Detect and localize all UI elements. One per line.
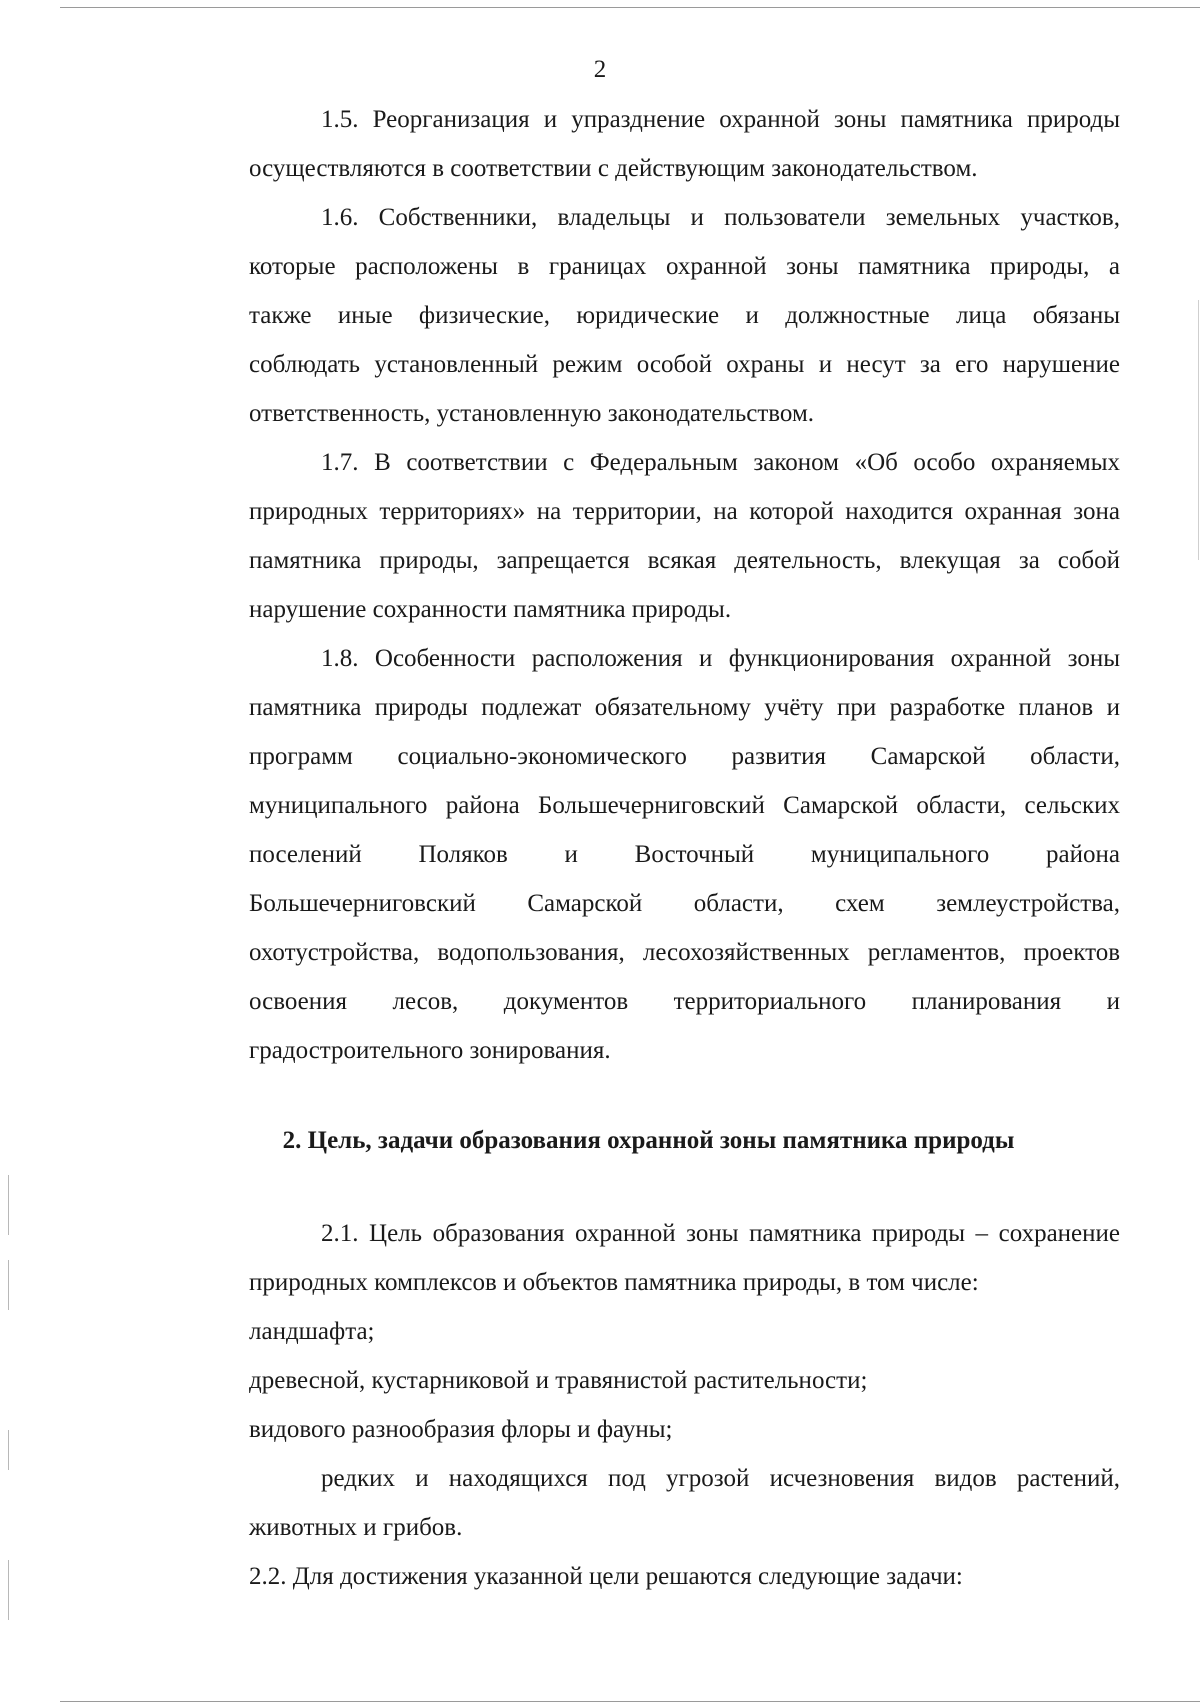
scan-edge-right (1198, 300, 1199, 560)
text-line: охотустройства, водопользования, лесохозяйственных регламентов, проектов (249, 939, 1120, 966)
scan-speck (8, 1175, 9, 1235)
text-line: 1.6. Собственники, владельцы и пользователи земельных участков, (321, 204, 1120, 231)
text-line: поселений Поляков и Восточный муниципального района (249, 841, 1120, 868)
text-line: 1.5. Реорганизация и упразднение охранной зоны памятника природы (321, 106, 1120, 133)
paragraph-rare-species (177, 1454, 1120, 1552)
paragraph-1-6 (177, 193, 1120, 438)
paragraph-2-2: 2.2. Для достижения указанной цели решаются следующие задачи: (249, 1563, 963, 1590)
text-line: природных территориях» на территории, на которой находится охранная зона (249, 498, 1120, 525)
text-line: программ социально-экономического развития Самарской области, (249, 743, 1120, 770)
scan-edge-top (60, 7, 1200, 8)
page-number: 2 (593, 56, 607, 83)
scan-edge-bottom (60, 1701, 1200, 1702)
text-line: памятника природы, запрещается всякая деятельность, влекущая за собой (249, 547, 1120, 574)
list-item: ландшафта; (249, 1318, 375, 1345)
scan-speck (8, 1260, 9, 1310)
list-item: древесной, кустарниковой и травянистой растительности; (249, 1367, 868, 1394)
text-line: осуществляются в соответствии с действующим законодательством. (249, 155, 978, 182)
paragraph-1-5 (177, 95, 1120, 193)
text-line: Большечерниговский Самарской области, схем землеустройства, (249, 890, 1120, 917)
text-line: соблюдать установленный режим особой охраны и несут за его нарушение (249, 351, 1120, 378)
scan-speck (8, 1430, 9, 1470)
text-line: 1.8. Особенности расположения и функционирования охранной зоны (321, 645, 1120, 672)
text-line: нарушение сохранности памятника природы. (249, 596, 732, 623)
text-line: животных и грибов. (249, 1514, 463, 1541)
text-line: градостроительного зонирования. (249, 1037, 611, 1064)
text-line: редких и находящихся под угрозой исчезновения видов растений, (321, 1465, 1120, 1492)
section-heading: 2. Цель, задачи образования охранной зоны памятника природы (282, 1127, 1015, 1154)
document-body (177, 95, 1120, 1601)
text-line: ответственность, установленную законодательством. (249, 400, 815, 427)
paragraph-1-8 (177, 634, 1120, 1075)
text-line: природных комплексов и объектов памятника природы, в том числе: (249, 1269, 979, 1296)
text-line: 1.7. В соответствии с Федеральным законом «Об особо охраняемых (321, 449, 1120, 476)
text-line: 2.1. Цель образования охранной зоны памятника природы – сохранение (321, 1220, 1120, 1247)
text-line: освоения лесов, документов территориального планирования и (249, 988, 1120, 1015)
text-line: которые расположены в границах охранной зоны памятника природы, а (249, 253, 1120, 280)
text-line: также иные физические, юридические и должностные лица обязаны (249, 302, 1120, 329)
text-line: муниципального района Большечерниговский Самарской области, сельских (249, 792, 1120, 819)
paragraph-2-1 (177, 1209, 1120, 1307)
scan-speck (8, 1560, 9, 1620)
paragraph-1-7 (177, 438, 1120, 634)
list-item: видового разнообразия флоры и фауны; (249, 1416, 673, 1443)
text-line: памятника природы подлежат обязательному учёту при разработке планов и (249, 694, 1120, 721)
